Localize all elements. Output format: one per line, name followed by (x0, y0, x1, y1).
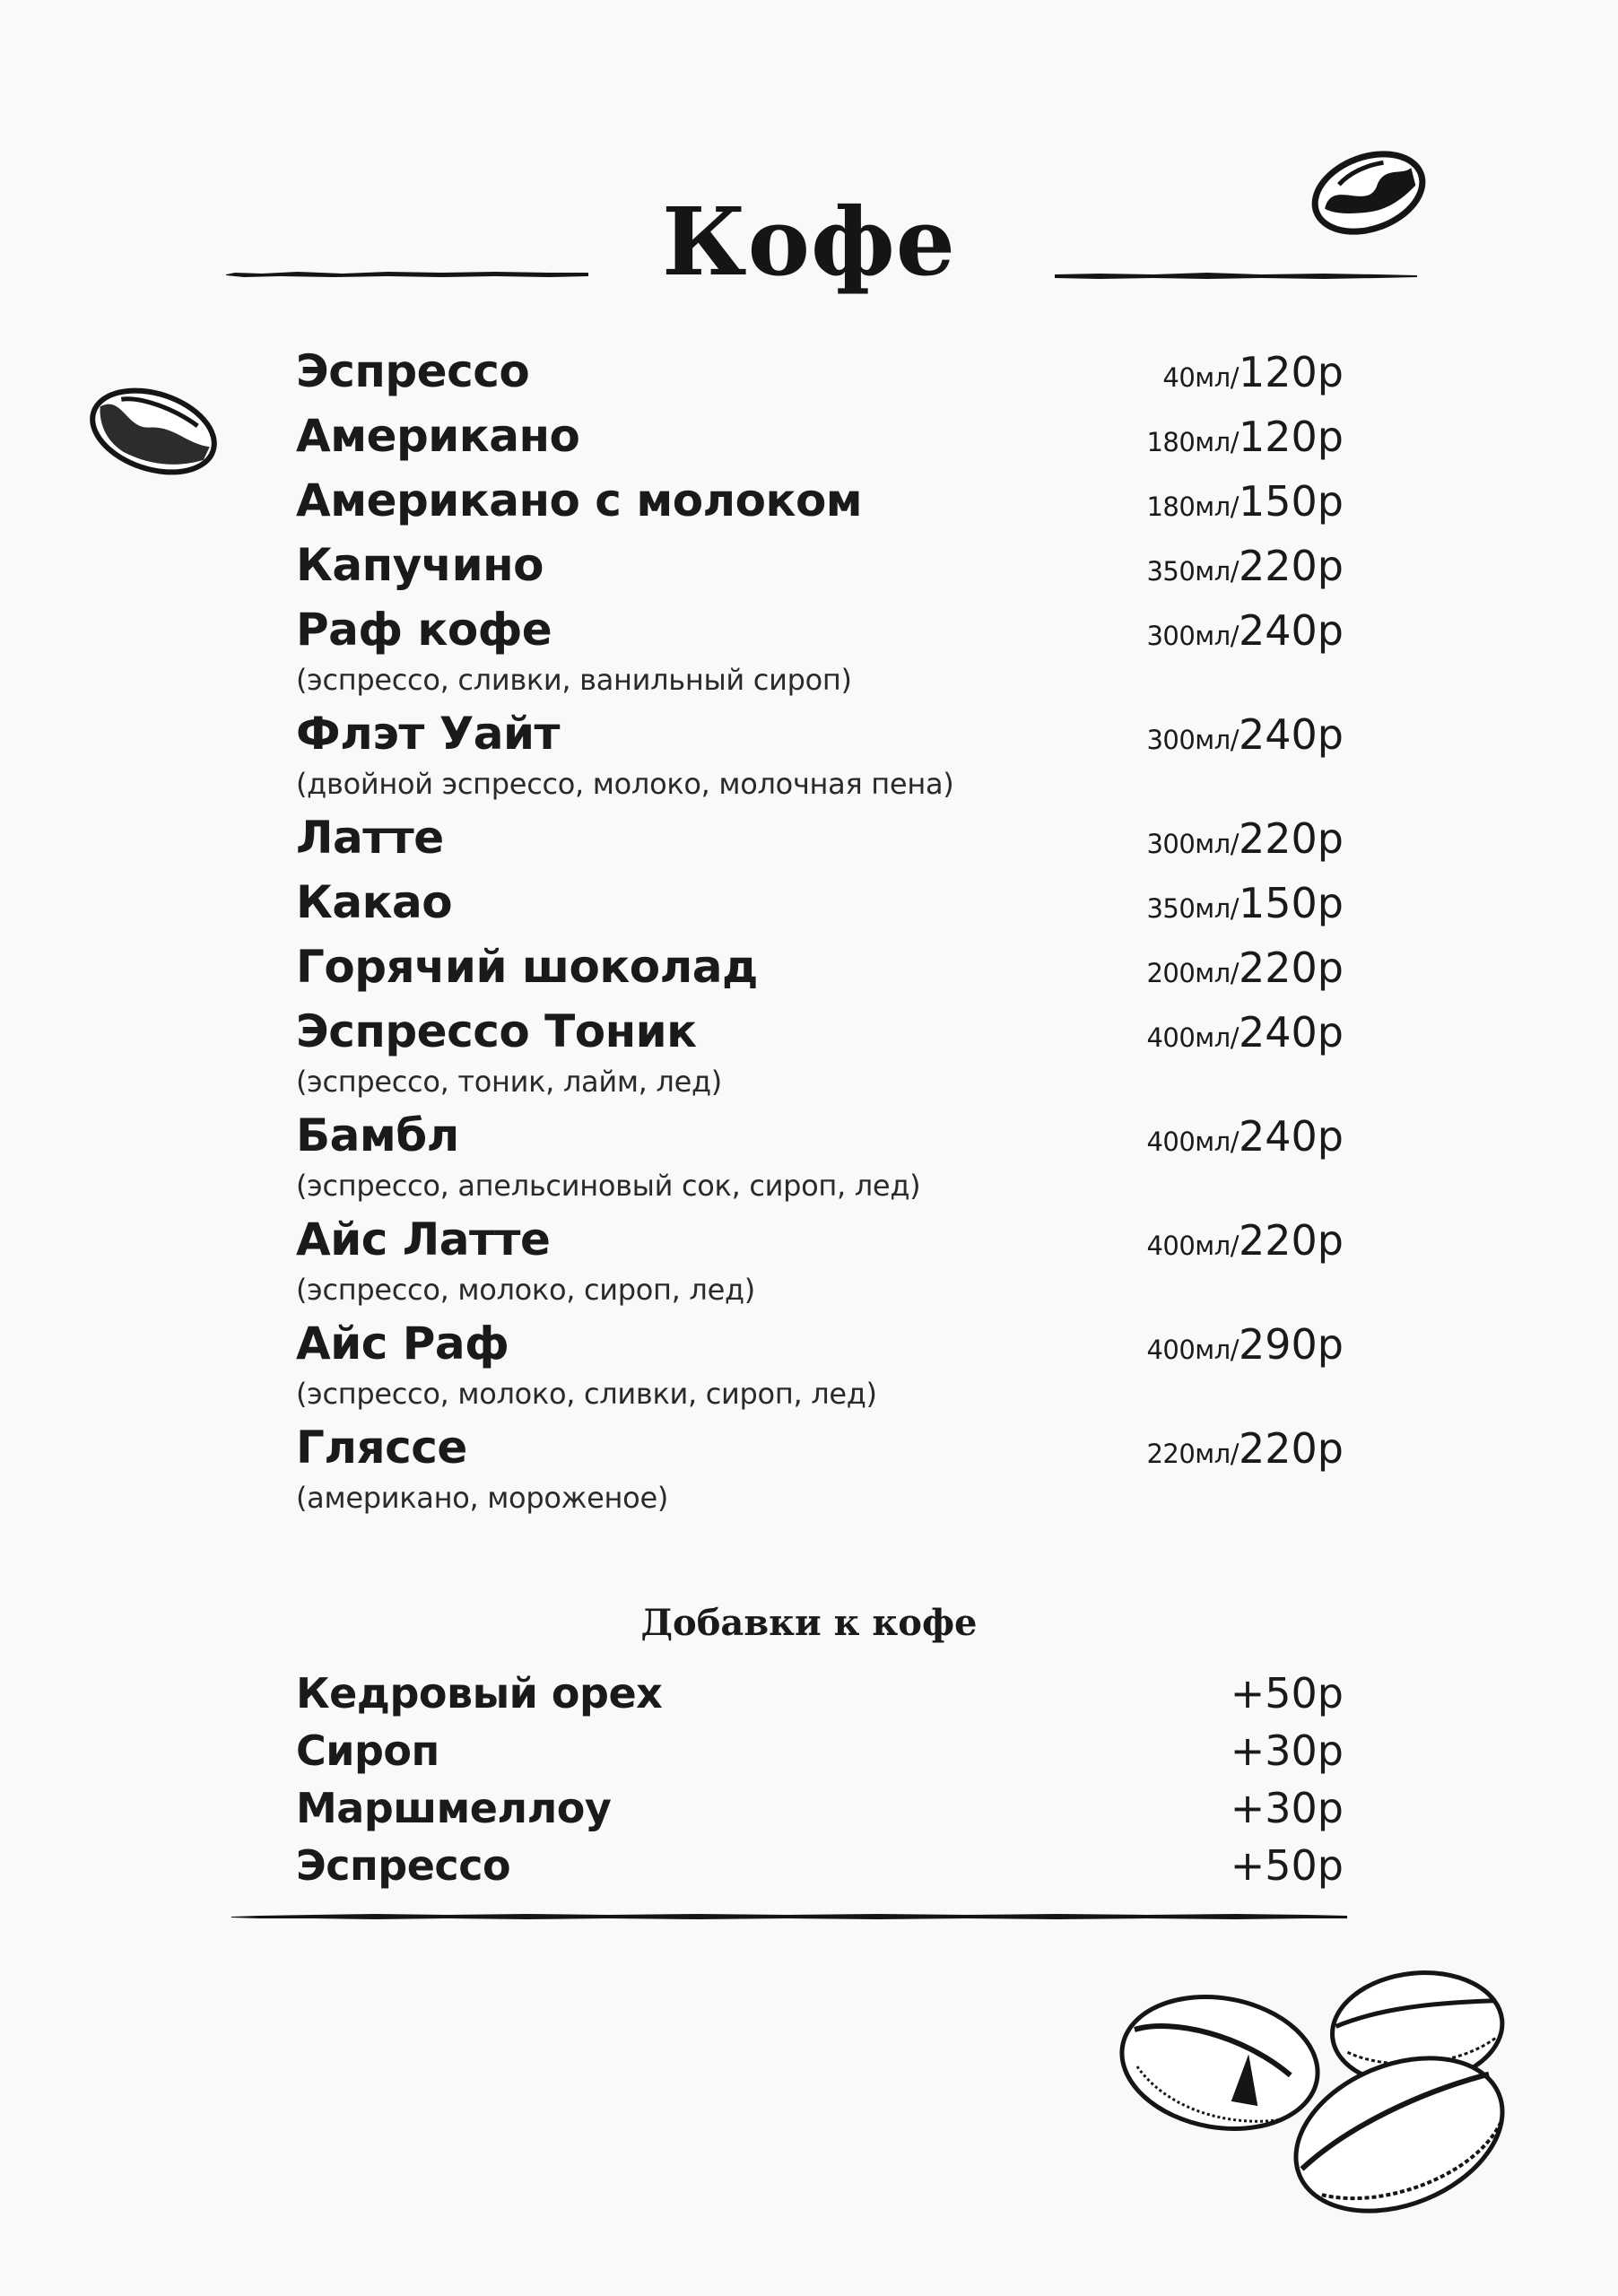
item-name: Айс Раф (296, 1318, 509, 1370)
menu-item (296, 701, 1344, 805)
menu-item (296, 597, 1344, 701)
item-price (1146, 1416, 1344, 1491)
item-volume: 300мл/ (1146, 621, 1239, 651)
menu-item (296, 935, 1344, 999)
item-name: Флэт Уайт (296, 708, 561, 760)
item-name: Эспрессо (296, 345, 530, 397)
menu-item (296, 870, 1344, 935)
item-volume: 180мл/ (1146, 491, 1239, 522)
menu-item (296, 404, 1344, 468)
item-price (1146, 598, 1344, 673)
item-volume: 200мл/ (1146, 958, 1239, 988)
menu-item (296, 1207, 1344, 1311)
item-name: Американо с молоком (296, 474, 863, 526)
item-amount: 240р (1239, 606, 1344, 655)
item-volume: 350мл/ (1146, 893, 1239, 924)
item-description: (эспрессо, сливки, ванильный сироп) (296, 663, 852, 697)
menu-item (296, 339, 1344, 404)
item-amount: 120р (1239, 348, 1344, 396)
item-volume: 400мл/ (1146, 1126, 1239, 1157)
item-amount: 220р (1239, 542, 1344, 590)
item-price (1146, 1104, 1344, 1178)
item-name: Латте (296, 812, 444, 864)
coffee-menu-list (296, 339, 1344, 1519)
addon-item (296, 1837, 1344, 1894)
addon-name: Маршмеллоу (296, 1784, 612, 1832)
item-name: Айс Латте (296, 1213, 551, 1265)
item-price (1146, 1312, 1344, 1387)
item-name: Капучино (296, 539, 544, 591)
item-volume: 180мл/ (1146, 427, 1239, 457)
item-description: (эспрессо, молоко, сироп, лед) (296, 1273, 755, 1307)
item-description: (эспрессо, апельсиновый сок, сироп, лед) (296, 1169, 921, 1203)
item-volume: 220мл/ (1146, 1439, 1239, 1469)
item-amount: 290р (1239, 1320, 1344, 1369)
item-amount: 150р (1239, 477, 1344, 526)
item-name: Гляссе (296, 1422, 467, 1474)
item-name: Какао (296, 876, 453, 928)
addon-item (296, 1665, 1344, 1722)
item-amount: 240р (1239, 710, 1344, 759)
menu-item (296, 1415, 1344, 1519)
addon-name: Кедровый орех (296, 1669, 663, 1718)
item-amount: 220р (1239, 1216, 1344, 1265)
menu-item (296, 999, 1344, 1103)
item-name: Американо (296, 410, 580, 462)
item-volume: 300мл/ (1146, 829, 1239, 859)
item-amount: 220р (1239, 944, 1344, 992)
addon-price: +30р (1230, 1784, 1344, 1832)
addon-price: +30р (1230, 1726, 1344, 1775)
menu-item (296, 533, 1344, 597)
addons-list (296, 1665, 1344, 1894)
menu-title: Кофе (662, 187, 956, 297)
item-name: Бамбл (296, 1109, 459, 1161)
menu-item (296, 1103, 1344, 1207)
item-amount: 240р (1239, 1008, 1344, 1057)
title-rule-left (226, 271, 588, 278)
title-rule-right (1055, 273, 1417, 280)
item-volume: 300мл/ (1146, 725, 1239, 755)
item-amount: 150р (1239, 879, 1344, 927)
menu-item (296, 1311, 1344, 1415)
item-name: Эспрессо Тоник (296, 1005, 697, 1057)
item-name: Раф кофе (296, 604, 552, 656)
item-description: (эспрессо, молоко, сливки, сироп, лед) (296, 1377, 877, 1411)
item-price (1146, 1208, 1344, 1283)
bottom-rule (231, 1913, 1347, 1920)
item-volume: 400мл/ (1146, 1022, 1239, 1053)
item-amount: 240р (1239, 1112, 1344, 1161)
item-description: (американо, мороженое) (296, 1481, 669, 1515)
addon-name: Сироп (296, 1726, 439, 1775)
menu-item (296, 468, 1344, 533)
item-amount: 120р (1239, 413, 1344, 461)
item-amount: 220р (1239, 1424, 1344, 1473)
item-volume: 40мл/ (1162, 362, 1239, 393)
item-description: (двойной эспрессо, молоко, молочная пена) (296, 767, 954, 801)
coffee-bean-icon (1308, 148, 1430, 238)
item-price (1146, 1000, 1344, 1074)
item-description: (эспрессо, тоник, лайм, лед) (296, 1065, 722, 1099)
item-volume: 400мл/ (1146, 1335, 1239, 1365)
item-volume: 350мл/ (1146, 556, 1239, 587)
item-name: Горячий шоколад (296, 941, 758, 993)
addon-item (296, 1722, 1344, 1779)
menu-item (296, 805, 1344, 870)
addon-item (296, 1779, 1344, 1837)
addon-name: Эспрессо (296, 1841, 511, 1890)
addons-title: Добавки к кофе (640, 1602, 978, 1644)
coffee-beans-cluster-icon (1112, 1955, 1534, 2224)
item-amount: 220р (1239, 814, 1344, 863)
item-volume: 400мл/ (1146, 1231, 1239, 1261)
item-price (1146, 702, 1344, 777)
addon-price: +50р (1230, 1669, 1344, 1718)
addon-price: +50р (1230, 1841, 1344, 1890)
coffee-bean-icon (86, 384, 221, 479)
